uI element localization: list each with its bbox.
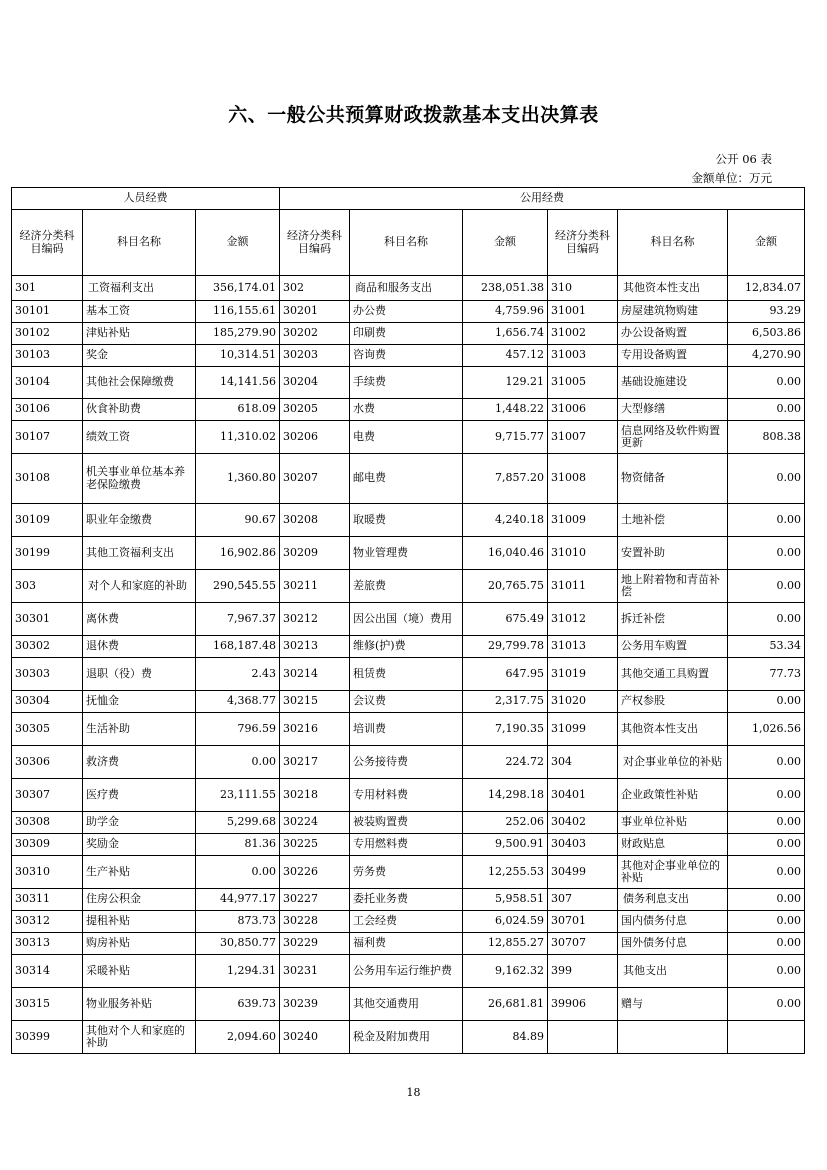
cell-item-name: 事业单位补贴	[618, 812, 728, 834]
cell-item-name: 公务用车购置	[618, 636, 728, 658]
table-row	[12, 856, 805, 889]
cell-amount: 93.29	[728, 301, 805, 323]
cell-code: 30227	[280, 889, 350, 911]
cell-code: 30701	[548, 911, 618, 933]
cell-item-name: 大型修缮	[618, 399, 728, 421]
cell-amount: 0.00	[728, 779, 805, 812]
table-row	[12, 713, 805, 746]
cell-item-name: 委托业务费	[350, 889, 463, 911]
column-header-amount: 金额	[463, 210, 548, 276]
cell-item-name: 其他交通费用	[350, 988, 463, 1021]
cell-code: 30304	[12, 691, 83, 713]
cell-item-name: 职业年金缴费	[83, 504, 196, 537]
cell-code: 31005	[548, 367, 618, 399]
cell-code: 30109	[12, 504, 83, 537]
cell-item-name: 商品和服务支出	[350, 276, 463, 301]
cell-item-name: 公务用车运行维护费	[350, 955, 463, 988]
cell-item-name: 其他工资福利支出	[83, 537, 196, 570]
cell-code: 307	[548, 889, 618, 911]
cell-code: 30202	[280, 323, 350, 345]
cell-code: 31020	[548, 691, 618, 713]
cell-code: 30203	[280, 345, 350, 367]
amount-unit: 金额单位：万元	[691, 171, 772, 185]
cell-amount: 0.00	[728, 856, 805, 889]
cell-item-name: 奖励金	[83, 834, 196, 856]
cell-item-name: 税金及附加费用	[350, 1021, 463, 1054]
column-header-amount: 金额	[196, 210, 280, 276]
cell-amount: 20,765.75	[463, 570, 548, 603]
table-row	[12, 988, 805, 1021]
cell-item-name: 债务利息支出	[618, 889, 728, 911]
cell-code: 30218	[280, 779, 350, 812]
cell-amount: 252.06	[463, 812, 548, 834]
cell-amount: 1,448.22	[463, 399, 548, 421]
table-row	[12, 691, 805, 713]
cell-code: 30314	[12, 955, 83, 988]
cell-code: 302	[280, 276, 350, 301]
cell-item-name: 手续费	[350, 367, 463, 399]
form-number: 公开 06 表	[715, 152, 772, 166]
cell-code: 30199	[12, 537, 83, 570]
cell-amount: 0.00	[728, 504, 805, 537]
cell-item-name: 购房补贴	[83, 933, 196, 955]
cell-item-name: 被装购置费	[350, 812, 463, 834]
cell-code: 31002	[548, 323, 618, 345]
cell-amount: 0.00	[728, 746, 805, 779]
cell-amount: 1,360.80	[196, 454, 280, 504]
cell-amount: 0.00	[728, 537, 805, 570]
table-row	[12, 345, 805, 367]
cell-amount: 238,051.38	[463, 276, 548, 301]
cell-item-name: 邮电费	[350, 454, 463, 504]
cell-code: 30499	[548, 856, 618, 889]
cell-amount: 796.59	[196, 713, 280, 746]
cell-item-name: 其他对企事业单位的补贴	[618, 856, 728, 889]
cell-item-name: 其他资本性支出	[618, 713, 728, 746]
cell-code: 30707	[548, 933, 618, 955]
cell-amount: 53.34	[728, 636, 805, 658]
cell-code: 30107	[12, 421, 83, 454]
cell-amount: 14,141.56	[196, 367, 280, 399]
cell-code: 30207	[280, 454, 350, 504]
column-header-name: 科目名称	[350, 210, 463, 276]
cell-code: 30209	[280, 537, 350, 570]
cell-code: 30229	[280, 933, 350, 955]
cell-item-name: 安置补助	[618, 537, 728, 570]
cell-amount: 6,024.59	[463, 911, 548, 933]
cell-code: 30306	[12, 746, 83, 779]
table-row	[12, 746, 805, 779]
table-row	[12, 323, 805, 345]
cell-item-name: 采暖补贴	[83, 955, 196, 988]
cell-code: 399	[548, 955, 618, 988]
cell-amount: 77.73	[728, 658, 805, 691]
cell-code: 30401	[548, 779, 618, 812]
cell-code: 304	[548, 746, 618, 779]
cell-amount: 9,500.91	[463, 834, 548, 856]
cell-code: 30211	[280, 570, 350, 603]
table-row	[12, 812, 805, 834]
cell-code: 30224	[280, 812, 350, 834]
cell-amount: 6,503.86	[728, 323, 805, 345]
cell-code: 31006	[548, 399, 618, 421]
cell-amount: 873.73	[196, 911, 280, 933]
cell-amount: 81.36	[196, 834, 280, 856]
cell-code: 30104	[12, 367, 83, 399]
cell-code: 30308	[12, 812, 83, 834]
cell-item-name: 退休费	[83, 636, 196, 658]
table-row	[12, 367, 805, 399]
column-header-name: 科目名称	[83, 210, 196, 276]
cell-code: 30303	[12, 658, 83, 691]
cell-code: 30226	[280, 856, 350, 889]
cell-amount: 90.67	[196, 504, 280, 537]
cell-amount: 0.00	[728, 812, 805, 834]
cell-code: 30239	[280, 988, 350, 1021]
cell-item-name: 基本工资	[83, 301, 196, 323]
cell-code: 31009	[548, 504, 618, 537]
cell-amount: 7,857.20	[463, 454, 548, 504]
cell-item-name: 国内债务付息	[618, 911, 728, 933]
cell-amount: 14,298.18	[463, 779, 548, 812]
table-row	[12, 1021, 805, 1054]
table-row	[12, 504, 805, 537]
cell-item-name: 对企事业单位的补贴	[618, 746, 728, 779]
cell-code: 30313	[12, 933, 83, 955]
cell-item-name: 因公出国（境）费用	[350, 603, 463, 636]
cell-item-name: 公务接待费	[350, 746, 463, 779]
cell-code: 30108	[12, 454, 83, 504]
cell-item-name: 物业管理费	[350, 537, 463, 570]
cell-amount: 290,545.55	[196, 570, 280, 603]
cell-item-name: 信息网络及软件购置更新	[618, 421, 728, 454]
cell-amount: 4,368.77	[196, 691, 280, 713]
cell-item-name: 租赁费	[350, 658, 463, 691]
cell-code: 30311	[12, 889, 83, 911]
cell-code: 301	[12, 276, 83, 301]
cell-item-name: 专用设备购置	[618, 345, 728, 367]
cell-amount: 26,681.81	[463, 988, 548, 1021]
cell-code: 30301	[12, 603, 83, 636]
table-row	[12, 603, 805, 636]
cell-item-name: 抚恤金	[83, 691, 196, 713]
cell-amount: 0.00	[728, 399, 805, 421]
cell-code: 30315	[12, 988, 83, 1021]
cell-item-name: 基础设施建设	[618, 367, 728, 399]
cell-item-name: 物业服务补贴	[83, 988, 196, 1021]
cell-amount: 44,977.17	[196, 889, 280, 911]
cell-amount: 1,026.56	[728, 713, 805, 746]
cell-code: 31011	[548, 570, 618, 603]
cell-amount: 2,317.75	[463, 691, 548, 713]
cell-amount: 647.95	[463, 658, 548, 691]
cell-item-name: 救济费	[83, 746, 196, 779]
table-row	[12, 955, 805, 988]
cell-code: 30103	[12, 345, 83, 367]
cell-code: 30201	[280, 301, 350, 323]
cell-code: 30312	[12, 911, 83, 933]
cell-item-name: 拆迁补偿	[618, 603, 728, 636]
cell-amount: 16,902.86	[196, 537, 280, 570]
cell-amount: 30,850.77	[196, 933, 280, 955]
cell-item-name: 助学金	[83, 812, 196, 834]
column-header-code: 经济分类科目编码	[12, 210, 83, 276]
cell-item-name: 其他资本性支出	[618, 276, 728, 301]
cell-amount: 1,294.31	[196, 955, 280, 988]
cell-item-name: 会议费	[350, 691, 463, 713]
cell-item-name: 印刷费	[350, 323, 463, 345]
table-row	[12, 399, 805, 421]
expenditure-table	[11, 187, 805, 1054]
cell-item-name: 咨询费	[350, 345, 463, 367]
cell-amount: 4,270.90	[728, 345, 805, 367]
cell-amount: 116,155.61	[196, 301, 280, 323]
table-row	[12, 454, 805, 504]
cell-code: 30216	[280, 713, 350, 746]
cell-amount: 4,759.96	[463, 301, 548, 323]
cell-item-name: 住房公积金	[83, 889, 196, 911]
cell-code: 30399	[12, 1021, 83, 1054]
group-header-personnel: 人员经费	[12, 188, 280, 210]
cell-item-name: 维修(护)费	[350, 636, 463, 658]
cell-code: 30231	[280, 955, 350, 988]
cell-code: 30215	[280, 691, 350, 713]
cell-item-name: 伙食补助费	[83, 399, 196, 421]
cell-amount: 4,240.18	[463, 504, 548, 537]
cell-code	[548, 1021, 618, 1054]
table-row	[12, 421, 805, 454]
cell-amount: 1,656.74	[463, 323, 548, 345]
cell-code: 30309	[12, 834, 83, 856]
cell-amount: 84.89	[463, 1021, 548, 1054]
cell-item-name: 工会经费	[350, 911, 463, 933]
cell-code: 30217	[280, 746, 350, 779]
page-number: 18	[406, 1086, 421, 1099]
cell-item-name: 赠与	[618, 988, 728, 1021]
column-header-row	[12, 210, 805, 276]
cell-code: 31013	[548, 636, 618, 658]
cell-item-name: 生活补助	[83, 713, 196, 746]
cell-code: 30102	[12, 323, 83, 345]
cell-amount: 0.00	[728, 367, 805, 399]
cell-item-name: 水费	[350, 399, 463, 421]
table-row	[12, 779, 805, 812]
cell-amount: 129.21	[463, 367, 548, 399]
cell-amount: 5,299.68	[196, 812, 280, 834]
group-header-public: 公用经费	[280, 188, 805, 210]
cell-item-name: 办公设备购置	[618, 323, 728, 345]
cell-code: 30302	[12, 636, 83, 658]
cell-code: 30212	[280, 603, 350, 636]
cell-amount: 356,174.01	[196, 276, 280, 301]
cell-item-name: 土地补偿	[618, 504, 728, 537]
cell-code: 30403	[548, 834, 618, 856]
cell-item-name: 专用材料费	[350, 779, 463, 812]
table-row	[12, 889, 805, 911]
cell-item-name: 机关事业单位基本养老保险缴费	[83, 454, 196, 504]
cell-item-name: 其他支出	[618, 955, 728, 988]
cell-item-name: 地上附着物和青苗补偿	[618, 570, 728, 603]
cell-amount: 12,255.53	[463, 856, 548, 889]
column-header-code: 经济分类科目编码	[548, 210, 618, 276]
table-row	[12, 570, 805, 603]
table-row	[12, 276, 805, 301]
table-row	[12, 537, 805, 570]
cell-code: 30305	[12, 713, 83, 746]
cell-amount: 0.00	[196, 856, 280, 889]
cell-item-name: 津贴补贴	[83, 323, 196, 345]
cell-item-name: 其他社会保障缴费	[83, 367, 196, 399]
cell-item-name: 其他对个人和家庭的补助	[83, 1021, 196, 1054]
cell-item-name: 取暖费	[350, 504, 463, 537]
cell-code: 31008	[548, 454, 618, 504]
cell-code: 31019	[548, 658, 618, 691]
cell-code: 31007	[548, 421, 618, 454]
cell-amount	[728, 1021, 805, 1054]
cell-item-name: 医疗费	[83, 779, 196, 812]
cell-item-name: 对个人和家庭的补助	[83, 570, 196, 603]
cell-amount: 7,967.37	[196, 603, 280, 636]
cell-code: 30213	[280, 636, 350, 658]
cell-code: 30402	[548, 812, 618, 834]
cell-item-name: 办公费	[350, 301, 463, 323]
cell-item-name	[618, 1021, 728, 1054]
cell-amount: 168,187.48	[196, 636, 280, 658]
page-title: 六、一般公共预算财政拨款基本支出决算表	[228, 104, 599, 126]
table-row	[12, 834, 805, 856]
cell-code: 310	[548, 276, 618, 301]
cell-amount: 0.00	[728, 889, 805, 911]
cell-amount: 457.12	[463, 345, 548, 367]
cell-code: 31099	[548, 713, 618, 746]
cell-amount: 224.72	[463, 746, 548, 779]
cell-item-name: 财政贴息	[618, 834, 728, 856]
column-header-amount: 金额	[728, 210, 805, 276]
column-header-name: 科目名称	[618, 210, 728, 276]
cell-item-name: 培训费	[350, 713, 463, 746]
table-row	[12, 301, 805, 323]
cell-code: 31012	[548, 603, 618, 636]
cell-amount: 5,958.51	[463, 889, 548, 911]
cell-amount: 23,111.55	[196, 779, 280, 812]
cell-amount: 12,834.07	[728, 276, 805, 301]
cell-code: 30208	[280, 504, 350, 537]
cell-amount: 0.00	[728, 911, 805, 933]
cell-code: 30225	[280, 834, 350, 856]
cell-amount: 0.00	[728, 988, 805, 1021]
cell-code: 30101	[12, 301, 83, 323]
cell-item-name: 差旅费	[350, 570, 463, 603]
cell-item-name: 福利费	[350, 933, 463, 955]
cell-amount: 0.00	[196, 746, 280, 779]
cell-amount: 10,314.51	[196, 345, 280, 367]
cell-amount: 639.73	[196, 988, 280, 1021]
cell-code: 30310	[12, 856, 83, 889]
cell-amount: 2,094.60	[196, 1021, 280, 1054]
cell-amount: 7,190.35	[463, 713, 548, 746]
table-body	[12, 276, 805, 1054]
cell-code: 30307	[12, 779, 83, 812]
cell-amount: 11,310.02	[196, 421, 280, 454]
cell-item-name: 电费	[350, 421, 463, 454]
cell-code: 30205	[280, 399, 350, 421]
cell-amount: 0.00	[728, 834, 805, 856]
cell-code: 31010	[548, 537, 618, 570]
cell-code: 39906	[548, 988, 618, 1021]
cell-item-name: 奖金	[83, 345, 196, 367]
cell-amount: 29,799.78	[463, 636, 548, 658]
cell-code: 30214	[280, 658, 350, 691]
cell-amount: 12,855.27	[463, 933, 548, 955]
cell-amount: 9,715.77	[463, 421, 548, 454]
table-row	[12, 658, 805, 691]
cell-amount: 0.00	[728, 691, 805, 713]
cell-amount: 0.00	[728, 454, 805, 504]
table-row	[12, 911, 805, 933]
cell-item-name: 产权参股	[618, 691, 728, 713]
cell-code: 303	[12, 570, 83, 603]
cell-item-name: 提租补贴	[83, 911, 196, 933]
cell-item-name: 专用燃料费	[350, 834, 463, 856]
cell-item-name: 绩效工资	[83, 421, 196, 454]
cell-item-name: 国外债务付息	[618, 933, 728, 955]
cell-amount: 0.00	[728, 570, 805, 603]
cell-amount: 675.49	[463, 603, 548, 636]
cell-item-name: 企业政策性补贴	[618, 779, 728, 812]
cell-code: 31003	[548, 345, 618, 367]
cell-item-name: 劳务费	[350, 856, 463, 889]
column-header-code: 经济分类科目编码	[280, 210, 350, 276]
table-row	[12, 933, 805, 955]
cell-code: 30106	[12, 399, 83, 421]
cell-item-name: 工资福利支出	[83, 276, 196, 301]
cell-item-name: 退职（役）费	[83, 658, 196, 691]
cell-amount: 16,040.46	[463, 537, 548, 570]
cell-amount: 0.00	[728, 955, 805, 988]
cell-amount: 808.38	[728, 421, 805, 454]
cell-code: 31001	[548, 301, 618, 323]
cell-code: 30204	[280, 367, 350, 399]
cell-item-name: 房屋建筑物购建	[618, 301, 728, 323]
table-row	[12, 636, 805, 658]
cell-code: 30206	[280, 421, 350, 454]
cell-item-name: 物资储备	[618, 454, 728, 504]
cell-item-name: 离休费	[83, 603, 196, 636]
cell-amount: 2.43	[196, 658, 280, 691]
cell-amount: 618.09	[196, 399, 280, 421]
cell-code: 30228	[280, 911, 350, 933]
cell-amount: 185,279.90	[196, 323, 280, 345]
cell-item-name: 其他交通工具购置	[618, 658, 728, 691]
cell-amount: 0.00	[728, 603, 805, 636]
cell-amount: 0.00	[728, 933, 805, 955]
cell-code: 30240	[280, 1021, 350, 1054]
cell-item-name: 生产补贴	[83, 856, 196, 889]
cell-amount: 9,162.32	[463, 955, 548, 988]
